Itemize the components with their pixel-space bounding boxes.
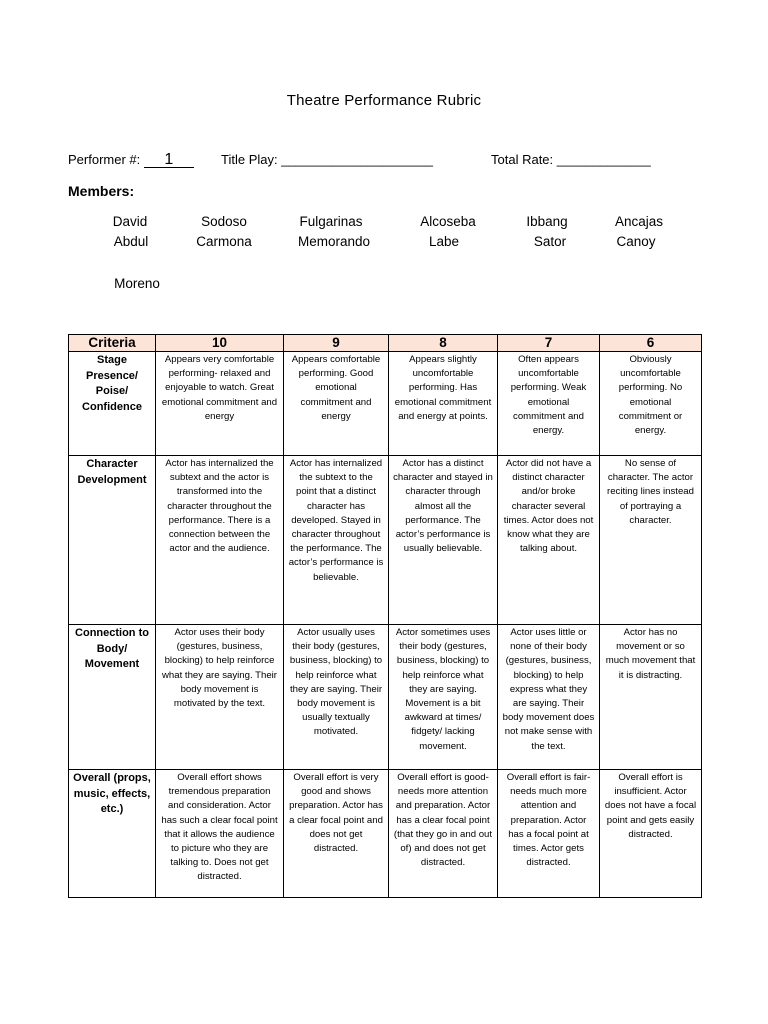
member-name: Sodoso xyxy=(201,214,247,229)
member-name: Ancajas xyxy=(614,214,664,229)
rubric-table xyxy=(68,334,702,898)
table-cell: Appears very comfortable performing- relaxed and enjoyable to watch. Great emotional commitment and energy xyxy=(156,352,284,456)
table-cell: Overall effort is fair- needs much more attention and preparation. Actor has a focal point at times. Actor gets distracted. xyxy=(498,770,600,898)
member-name: Memorando xyxy=(297,234,371,249)
member-name: Canoy xyxy=(616,234,656,249)
table-cell: Actor did not have a distinct character and/or broke character several times. Actor does not know what they are talking about. xyxy=(498,456,600,625)
total-rate-line: Total Rate: _____________ xyxy=(491,152,651,167)
performer-label: Performer #: xyxy=(68,152,144,167)
criteria-cell: Connection to Body/ Movement xyxy=(69,625,156,770)
member-name: Abdul xyxy=(113,234,149,249)
criteria-cell: Stage Presence/ Poise/ Confidence xyxy=(69,352,156,456)
title-play-line: Title Play: _____________________ xyxy=(221,152,434,167)
member-name: Fulgarinas xyxy=(299,214,363,229)
table-cell: Overall effort is insufficient. Actor does not have a focal point and gets easily distracted. xyxy=(600,770,702,898)
member-name: David xyxy=(112,214,148,229)
document-title: Theatre Performance Rubric xyxy=(286,92,482,109)
header-row xyxy=(69,335,702,352)
members-label: Members: xyxy=(68,183,135,199)
table-cell: Overall effort is very good and shows preparation. Actor has a clear focal point and does not get distracted. xyxy=(284,770,389,898)
performer-number: 1 xyxy=(144,153,194,168)
performer-line xyxy=(68,152,194,168)
table-cell: Actor has no movement or so much movement that it is distracting. xyxy=(600,625,702,770)
table-cell: Often appears uncomfortable performing. Weak emotional commitment and energy. xyxy=(498,352,600,456)
header-criteria: Criteria xyxy=(69,335,156,352)
header-score: 9 xyxy=(284,335,389,352)
table-cell: Actor has internalized the subtext to the point that a distinct character has developed. Stayed in character throughout the performance. The actor’s performance is believable. xyxy=(284,456,389,625)
table-row xyxy=(69,352,702,456)
table-cell: Actor uses their body (gestures, business, blocking) to help reinforce what they are saying. Their body movement is motivated by the text. xyxy=(156,625,284,770)
table-cell: Appears slightly uncomfortable performing. Has emotional commitment and energy at points. xyxy=(389,352,498,456)
table-row xyxy=(69,456,702,625)
table-cell: Overall effort shows tremendous preparation and consideration. Actor has such a clear focal point that it allows the audience to picture who they are talking to. Does not get distracted. xyxy=(156,770,284,898)
table-cell: Appears comfortable performing. Good emotional commitment and energy xyxy=(284,352,389,456)
table-cell: Actor usually uses their body (gestures, business, blocking) to help reinforce what they are saying. Their body movement is usually textually motivated. xyxy=(284,625,389,770)
table-cell: Overall effort is good- needs more attention and preparation. Actor has a clear focal point (that they go in and out of) and does not get distracted. xyxy=(389,770,498,898)
header-score: 7 xyxy=(498,335,600,352)
table-cell: Actor has a distinct character and stayed in character through almost all the performance. The actor’s performance is usually believable. xyxy=(389,456,498,625)
member-name: Moreno xyxy=(114,276,160,291)
member-name: Alcoseba xyxy=(420,214,476,229)
member-name: Carmona xyxy=(196,234,252,249)
header-score: 10 xyxy=(156,335,284,352)
table-cell: Actor uses little or none of their body (gestures, business, blocking) to help express what they are saying. Their body movement does not make sense with the text. xyxy=(498,625,600,770)
table-cell: Obviously uncomfortable performing. No emotional commitment or energy. xyxy=(600,352,702,456)
table-row xyxy=(69,770,702,898)
member-name: Ibbang xyxy=(526,214,568,229)
table-row xyxy=(69,625,702,770)
header-score: 8 xyxy=(389,335,498,352)
criteria-cell: Overall (props, music, effects, etc.) xyxy=(69,770,156,898)
header-score: 6 xyxy=(600,335,702,352)
table-cell: Actor sometimes uses their body (gestures, business, blocking) to help reinforce what they are saying. Movement is a bit awkward at times/ fidgety/ lacking movement. xyxy=(389,625,498,770)
table-cell: Actor has internalized the subtext and the actor is transformed into the character throughout the performance. There is a connection between the actor and the audience. xyxy=(156,456,284,625)
table-cell: No sense of character. The actor reciting lines instead of portraying a character. xyxy=(600,456,702,625)
member-name: Sator xyxy=(533,234,567,249)
member-name: Labe xyxy=(428,234,460,249)
criteria-cell: Character Development xyxy=(69,456,156,625)
